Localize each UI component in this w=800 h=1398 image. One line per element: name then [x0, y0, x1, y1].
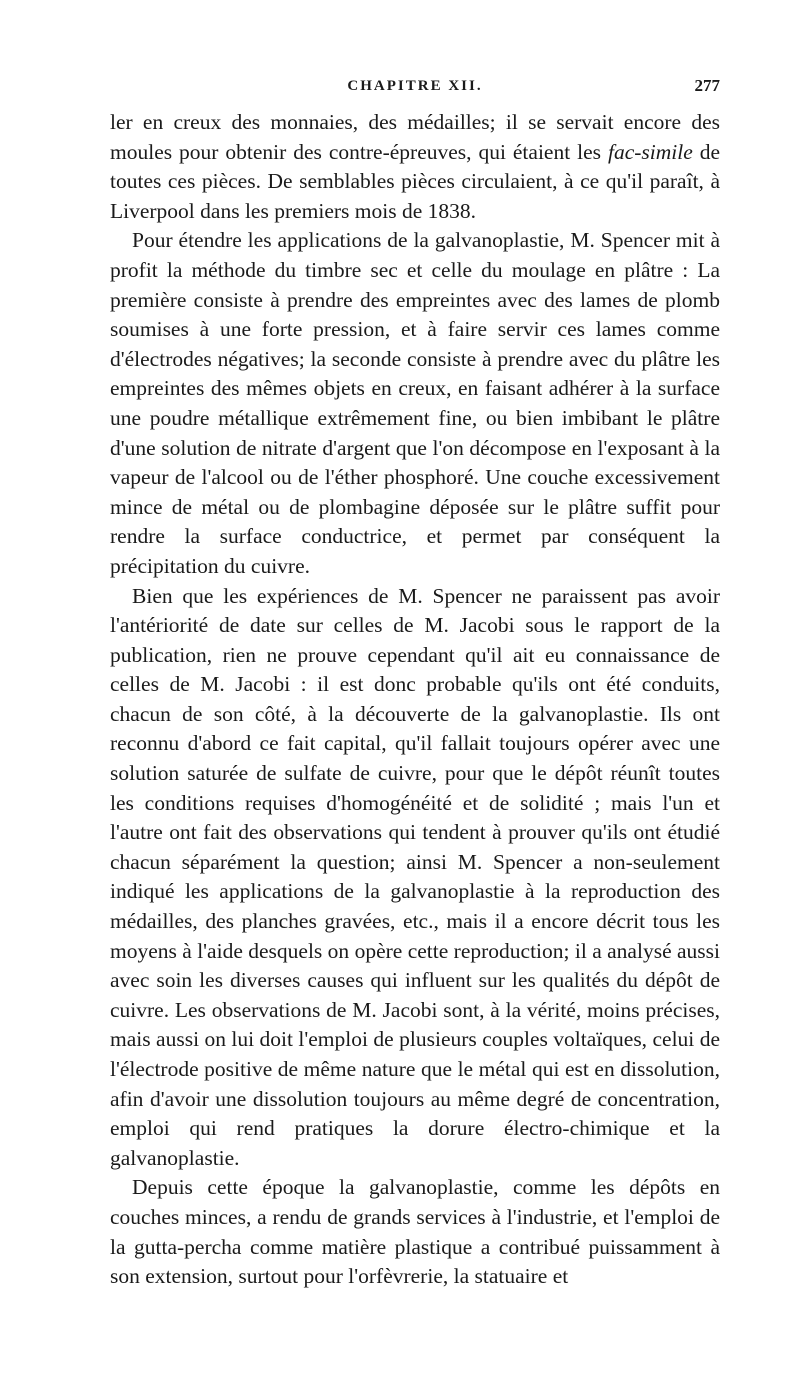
page-header [110, 72, 720, 102]
paragraph-3: Bien que les expériences de M. Spencer ne paraissent pas avoir l'antériorité de date sur celles de M. Jacobi sous le rapport de la publication, rien ne prouve cependant qu'il ait eu connaissance de celles de M. Jacobi : il est donc probable qu'ils ont été conduits, chacun de son côté, à la découverte de la galvanoplastie. Ils ont reconnu d'abord ce fait capital, qu'il fallait toujours opérer avec une solution saturée de sulfate de cuivre, pour que le dépôt réunît toutes les conditions requises d'homogénéité et de solidité ; mais l'un et l'autre ont fait des observations qui tendent à prouver qu'ils ont étudié chacun séparément la question; ainsi M. Spencer a non-seulement indiqué les applications de la galvanoplastie à la reproduction des médailles, des planches gravées, etc., mais il a encore décrit tous les moyens à l'aide desquels on opère cette reproduction; il a analysé aussi avec soin les diverses causes qui influent sur les qualités du dépôt de cuivre. Les observations de M. Jacobi sont, à la vérité, moins précises, mais aussi on lui doit l'emploi de plusieurs couples voltaïques, celui de l'électrode positive de même nature que le métal qui est en dissolution, afin d'avoir une dissolution toujours au même degré de concentration, emploi qui rend pratiques la dorure électro-chimique et la galvanoplastie. [110, 583, 720, 1170]
paragraph-4: Depuis cette époque la galvanoplastie, comme les dépôts en couches minces, a rendu de grands services à l'industrie, et l'emploi de la gutta-percha comme matière plastique a contribué puissamment à son extension, surtout pour l'orfèvrerie, la statuaire et [110, 1175, 720, 1289]
italic-term: fac-simile [607, 139, 693, 164]
page-number: 277 [694, 76, 720, 95]
paragraph-1-text-a: ler en creux des monnaies, des médailles; il se servait encore des moules pour obtenir des contre-épreuves, qui étaient les [110, 110, 720, 164]
running-head: CHAPITRE XII. [347, 78, 483, 94]
paragraph-1 [110, 108, 720, 226]
paragraph-1-text-b: de toutes ces pièces. De semblables pièces circulaient, à ce qu'il paraît, à Liverpool dans les premiers mois de 1838. [110, 139, 721, 223]
body-text [110, 108, 720, 1292]
paragraph-2: Pour étendre les applications de la galvanoplastie, M. Spencer mit à profit la méthode du timbre sec et celle du moulage en plâtre : La première consiste à prendre des empreintes avec des lames de plomb soumises à une forte pression, et à faire servir ces lames comme d'électrodes négatives; la seconde consiste à prendre avec du plâtre les empreintes des mêmes objets en creux, en faisant adhérer à la surface une poudre métallique extrêmement fine, ou bien imbibant le plâtre d'une solution de nitrate d'argent que l'on décompose en l'exposant à la vapeur de l'alcool ou de l'éther phosphoré. Une couche excessivement mince de métal ou de plombagine déposée sur le plâtre suffit pour rendre la surface conductrice, et permet par conséquent la précipitation du cuivre. [110, 228, 720, 578]
